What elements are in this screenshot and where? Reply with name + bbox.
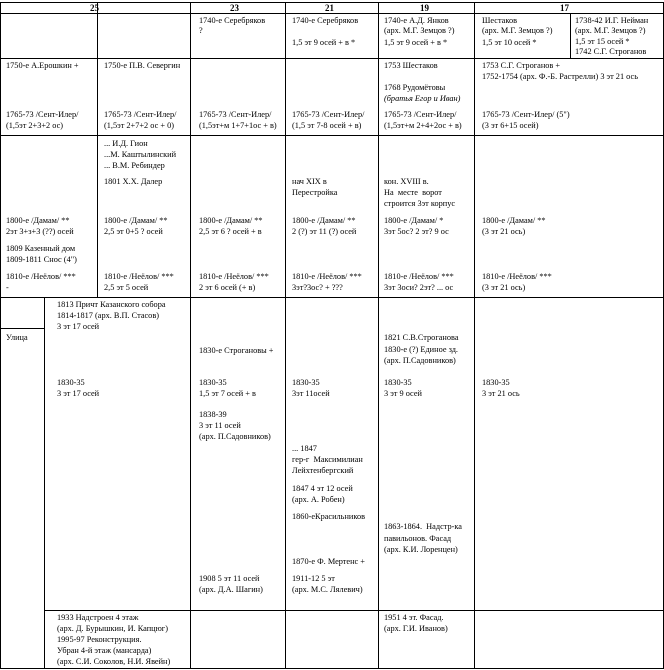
cell-text: (арх. С.И. Соколов, Н.И. Явейн) [57,657,171,666]
cell-text: 1830-35 [384,378,412,387]
cell-text: 1753 С.Г. Строганов + [482,61,561,70]
header-19: 19 [420,3,429,13]
cell-text: 1830-е (?) Единое зд. [384,345,458,354]
cell-text: 3 эт 17 осей [57,322,100,331]
header-17: 17 [560,3,569,13]
cell-text: 1813 Причт Казанского собора [57,300,166,309]
cell-text: ? [199,26,203,35]
cell-text: 1810-е /Неёлов/ *** [104,272,174,281]
cell-text: 1740-е А.Д. Янков [384,16,449,25]
cell-text: ...М. Каштылинский [104,150,177,159]
cell-text: 1768 Рудомётовы [384,83,446,92]
cell-text: 2 эт 6 осей (+ в) [199,283,256,292]
cell-text: кон. XVIII в. [384,177,429,186]
cell-text: 1800-е /Дамам/ ** [199,216,263,225]
cell-text: (1,5эт+м 1+7+1ос + в) [199,121,277,130]
cell-text: - [6,283,9,292]
cell-text: 1,5 эт 10 осей * [482,38,537,47]
cell-text: (арх. П.Садовников) [384,356,456,365]
header-21: 21 [325,3,334,13]
cell-text: 1809-1811 Снос (4") [6,255,77,264]
header-23: 23 [230,3,239,13]
cell-text: 3 эт 21 ось [482,389,520,398]
cell-text: 1933 Надстроен 4 этаж [57,613,139,622]
cell-text: 1830-35 [292,378,320,387]
cell-text: 2,5 эт 0+5 ? осей [104,227,163,236]
cell-text: 1814-1817 (арх. В.П. Стасов) [57,311,160,320]
cell-text: ... 1847 [292,444,317,453]
cell-text: (арх. Д. Бурышкин, И. Капцюг) [57,624,168,633]
cell-text: 1810-е /Неёлов/ *** [6,272,76,281]
cell-text: ... В.М. Ребиндер [104,161,165,170]
cell-text: 1,5 эт 9 осей + в * [292,38,356,47]
cell-text: 1908 5 эт 11 осей [199,574,260,583]
cell-text: 1821 С.В.Строганова [384,333,459,342]
cell-text: (3 эт 6+15 осей) [482,121,539,130]
cell-text: 1800-е /Дамам/ ** [292,216,356,225]
cell-text: 1810-е /Неёлов/ *** [292,272,362,281]
cell-text: 3эт 5ос? 2 эт? 9 ос [384,227,449,236]
cell-text: 1742 С.Г. Строганов [575,47,647,56]
cell-text: 1765-73 /Сент-Илер/ (5") [482,110,570,119]
cell-text: 1830-35 [57,378,85,387]
cell-text: 3 эт 17 осей [57,389,100,398]
cell-text: 1830-е Строгановы + [199,346,274,355]
cell-text: 1951 4 эт. Фасад. [384,613,444,622]
cell-text: 1809 Казенный дом [6,244,76,253]
cell-text: (1,5эт+м 2+4+2ос + в) [384,121,462,130]
cell-text: 2эт 3+з+3 (??) осей [6,227,74,236]
cell-text: гер-г Максимилиан [292,455,363,464]
cell-text: (арх. М.С. Лялевич) [292,585,363,594]
cell-text: 1765-73 /Сент-Илер/ [104,110,177,119]
cell-text: (арх. Д.А. Шагин) [199,585,263,594]
cell-text: (арх. М.Г. Земцов ?) [482,26,553,35]
cell-text: 1860-еКрасильников [292,512,366,521]
cell-text: (3 эт 21 ось) [482,227,526,236]
cell-text: 1740-е Серебряков [199,16,266,25]
cell-text: Перестройка [292,188,338,197]
cell-text: Шестаков [482,16,518,25]
cell-text: 1740-е Серебряков [292,16,359,25]
cell-text: 1830-35 [199,378,227,387]
cell-text: (арх. Г.И. Иванов) [384,624,448,633]
cell-text: 1830-35 [482,378,510,387]
cell-text: На месте ворот [384,188,442,197]
cell-text: 1810-е /Неёлов/ *** [482,272,552,281]
cell-text: 3эт?3ос? + ??? [292,283,343,292]
cell-text: 1801 Х.Х. Далер [104,177,163,186]
cell-text: 1800-е /Дамам/ ** [482,216,546,225]
cell-text: 1765-73 /Сент-Илер/ [384,110,457,119]
cell-text: 1753 Шестаков [384,61,438,70]
cell-text: 1800-е /Дамам/ ** [104,216,168,225]
cell-text: 1911-12 5 эт [292,574,335,583]
cell-text: (3 эт 21 ось) [482,283,526,292]
cell-text: 1750-е П.В. Севергин [104,61,181,70]
cell-text: (1,5эт 2+3+2 ос) [6,121,64,130]
cell-text: 1847 4 эт 12 осей [292,484,353,493]
cell-text: (арх. М.Г. Земцов ?) [384,26,455,35]
cell-text: 1738-42 И.Г. Нейман [575,16,649,25]
cell-text: (арх. К.И. Лоренцен) [384,545,458,554]
cell-text: (1,5эт 2+7+2 ос + 0) [104,121,175,130]
cell-text: 1810-е /Неёлов/ *** [199,272,269,281]
cell-text: 1800-е /Дамам/ ** [6,216,70,225]
cell-text: 1765-73 /Сент-Илер/ [292,110,365,119]
cell-text: 1765-73 /Сент-Илер/ [199,110,272,119]
cell-text: 1,5 эт 7 осей + в [199,389,256,398]
cell-text: 1870-е Ф. Мертенс + [292,557,365,566]
cell-text: 2,5 эт 5 осей [104,283,149,292]
cell-text: 3 эт 11 осей [199,421,241,430]
cell-text: 2,5 эт 6 ? осей + в [199,227,262,236]
cell-text: 2 (?) эт 11 (?) осей [292,227,357,236]
cell-text: 1,5 эт 15 осей * [575,37,630,46]
cell-text: 1750-е А.Ерошкин + [6,61,79,70]
cell-text: 1838-39 [199,410,227,419]
cell-text: павильонов. Фасад [384,534,452,543]
cell-text: 1765-73 /Сент-Илер/ [6,110,79,119]
cell-text: нач XIX в [292,177,327,186]
cell-text: 1863-1864. Надстр-ка [384,522,462,531]
cell-text: 1752-1754 (арх. Ф.-Б. Растрелли) 3 эт 21 ось [482,72,638,81]
cell-text: 1800-е /Дамам/ * [384,216,444,225]
cell-text: строится 3эт корпус [384,199,456,208]
cell-text: Убран 4-й этаж (мансарда) [57,646,152,655]
cell-text: (арх. П.Садовников) [199,432,271,441]
street-label: Улица [6,333,28,342]
header-25: 25 [90,3,99,13]
cell-text: (1,5 эт 7-8 осей + в) [292,121,362,130]
cell-text: ... И.Д. Гион [104,139,148,148]
cell-text: Лейхтенбергский [292,466,354,475]
cell-text: (арх. А. Робен) [292,495,345,504]
cell-text: 3 эт 9 осей [384,389,422,398]
cell-text: 3эт 3оси? 2эт? ... ос [384,283,454,292]
cell-text: 1,5 эт 9 осей + в * [384,38,448,47]
cell-text: (арх. М.Г. Земцов ?) [575,26,646,35]
cell-text: 1810-е /Неёлов/ *** [384,272,454,281]
cell-text: 1995-97 Реконструкция. [57,635,142,644]
cell-text: 3эт 11осей [292,389,330,398]
cell-text: (братья Егор и Иван) [384,94,461,103]
